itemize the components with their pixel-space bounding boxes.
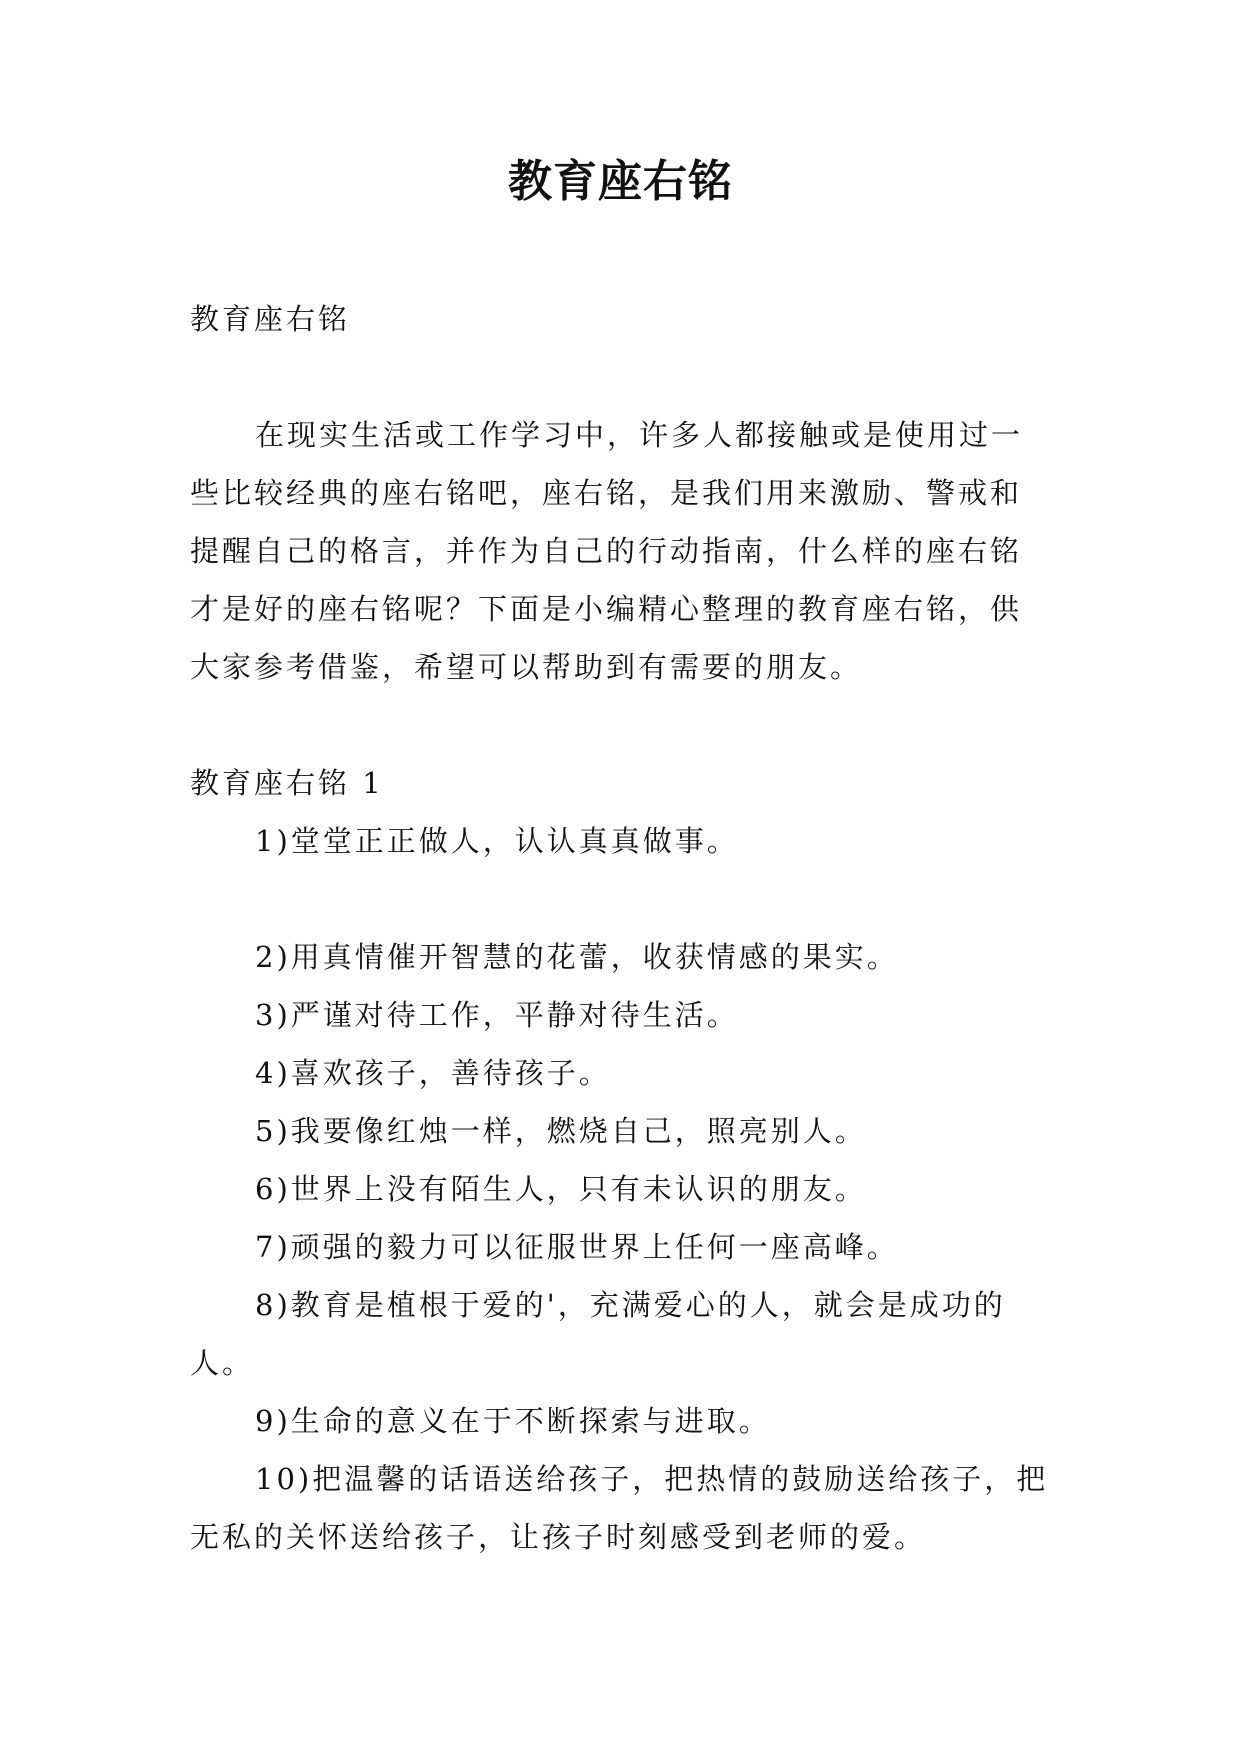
motto-item-9: 9)生命的意义在于不断探索与进取。 bbox=[255, 1404, 771, 1438]
motto-item-3: 3)严谨对待工作，平静对待生活。 bbox=[255, 998, 739, 1032]
motto-item-7: 7)顽强的毅力可以征服世界上任何一座高峰。 bbox=[255, 1230, 899, 1264]
motto-item-2: 2)用真情催开智慧的花蕾，收获情感的果实。 bbox=[255, 940, 899, 974]
document-title: 教育座右铭 bbox=[508, 156, 733, 207]
document-body bbox=[190, 290, 1050, 1566]
motto-item-6: 6)世界上没有陌生人，只有未认识的朋友。 bbox=[255, 1172, 867, 1206]
motto-item-10: 10)把温馨的话语送给孩子，把热情的鼓励送给孩子，把无私的关怀送给孩子，让孩子时刻感受到老师的爱。 bbox=[190, 1462, 1049, 1554]
document-subtitle: 教育座右铭 bbox=[190, 302, 351, 336]
intro-paragraph: 在现实生活或工作学习中，许多人都接触或是使用过一些比较经典的座右铭吧，座右铭，是我们用来激励、警戒和提醒自己的格言，并作为自己的行动指南，什么样的座右铭才是好的座右铭呢？下面是小编精心整理的教育座右铭，供大家参考借鉴，希望可以帮助到有需要的朋友。 bbox=[190, 418, 1024, 684]
motto-item-8: 8)教育是植根于爱的'，充满爱心的人，就会是成功的人。 bbox=[190, 1288, 1006, 1380]
motto-item-4: 4)喜欢孩子，善待孩子。 bbox=[255, 1056, 611, 1090]
section-heading: 教育座右铭 1 bbox=[190, 766, 384, 800]
motto-item-5: 5)我要像红烛一样，燃烧自己，照亮别人。 bbox=[255, 1114, 867, 1148]
motto-item-1: 1)堂堂正正做人，认认真真做事。 bbox=[255, 824, 739, 858]
